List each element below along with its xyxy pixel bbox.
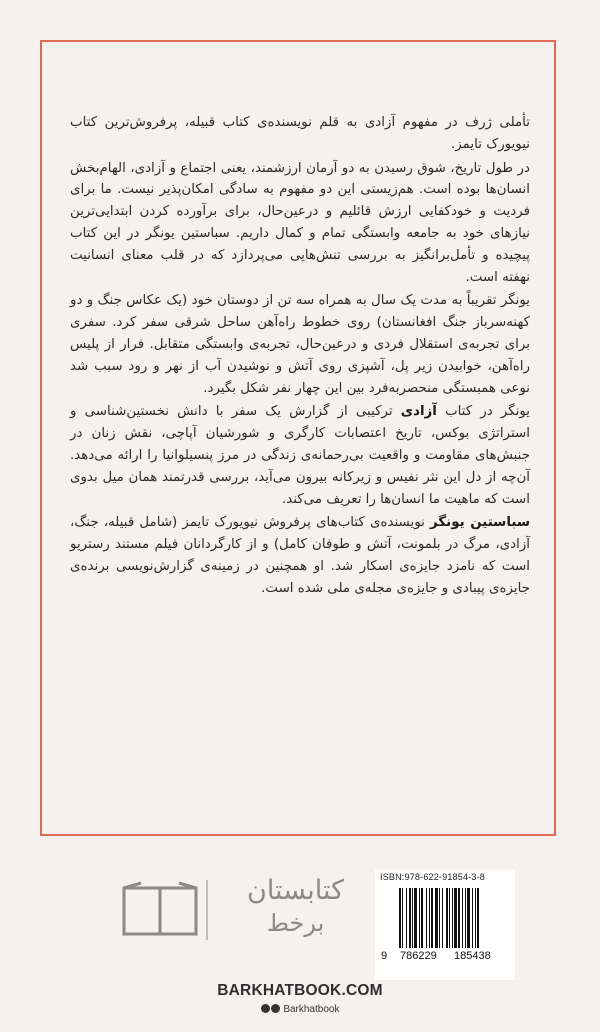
barcode-digit-first: 9: [381, 950, 388, 962]
barcode-bar: [421, 888, 423, 948]
blurb-text: [70, 112, 530, 602]
instagram-icon: [261, 1004, 270, 1013]
barcode-bar: [431, 888, 433, 948]
barcode-bar: [449, 888, 450, 948]
barcode-bar: [419, 888, 420, 948]
book-title: آزادی: [400, 404, 437, 420]
barcode-bar: [475, 888, 476, 948]
website-url: BARKHATBOOK.COM: [217, 982, 383, 999]
publisher-name-line1: کتابستان: [246, 875, 345, 906]
publisher-name-line2: برخط: [266, 909, 325, 937]
barcode-digits-group1: 786229: [400, 950, 437, 962]
barcode: [397, 888, 509, 948]
telegram-icon: [271, 1004, 280, 1013]
publisher-logo: [218, 874, 373, 944]
author-name: سباستین یونگر: [430, 515, 531, 531]
barcode-bar: [399, 888, 401, 948]
barcode-bar: [465, 888, 466, 948]
isbn-label: ISBN:978-622-91854-3-8: [380, 872, 485, 882]
blurb-paragraph-journey: یونگر تقریباً به مدت یک سال به همراه سه تن از دوستان خود (یک عکاس جنگ و دو کهنه‌سرباز جنگ افغانستان) روی خطوط راه‌آهن ساحل شرقی سفر کرد. سفری برای تجربه‌ی استقلال فردی و درعین‌حال، تجربه‌ی وابستگی متقابل. فرار از پلیس راه‌آهن، خوابیدن زیر پل، آشپزی روی آتش و نوشیدن آب از نهر و رود سبب شد نوعی همبستگی منحصربه‌فرد بین این چهار نفر شکل بگیرد.: [70, 293, 530, 396]
barcode-bar: [412, 888, 413, 948]
social-handle-text: Barkhatbook: [283, 1004, 340, 1015]
barcode-bar: [429, 888, 430, 948]
barcode-bar: [472, 888, 473, 948]
barcode-bar: [462, 888, 463, 948]
barcode-bar: [406, 888, 407, 948]
barcode-bar: [452, 888, 453, 948]
logo-divider: [206, 880, 208, 940]
blurb-paragraph-history: در طول تاریخ، شوق رسیدن به دو آرمان ارزشمند، یعنی اجتماع و آزادی، الهام‌بخش انسان‌ها بوده است. هم‌زیستی این دو مفهوم به سادگی امکان‌پذیر نیست. ما برای فردیت و خودکفایی ارزش قائلیم و درعین‌حال، برای برآورده کردن ابتدایی‌ترین نیازهای خود به جامعه وابستگی تمام و کمال داریم. سباستین یونگر در این کتاب پیچیده و تأمل‌برانگیز به بررسی تنش‌هایی می‌پردازد که در قلب معنای انسانیت نهفته است.: [70, 160, 530, 285]
barcode-bar: [402, 888, 403, 948]
barcode-bar: [467, 888, 470, 948]
blurb-paragraph-book: یونگر در کتاب آزادی ترکیبی از گزارش یک سفر با دانش نخستین‌شناسی و استراتژی بوکس، تاریخ اعتصابات کارگری و شورشیان آپاچی، نقش زنان در جنبش‌های مقاومت و واقعیت بی‌رحمانه‌ی زندگی در مرز پنسیلوانیا را ارائه می‌دهد. آن‌چه از دل این نثر نفیس و زیرکانه بیرون می‌آید، بررسی قدرتمند همان میل بدوی است که ماهیت ما انسان‌ها را تعریف می‌کند.: [70, 404, 530, 507]
blurb-intro: تأملی ژرف در مفهوم آزادی به قلم نویسنده‌ی کتاب قبیله، پرفروش‌ترین کتاب نیویورک تایمز.: [70, 115, 530, 152]
social-handle: [0, 1004, 600, 1015]
barcode-bar: [426, 888, 427, 948]
barcode-bar: [414, 888, 417, 948]
barcode-bar: [435, 888, 438, 948]
barcode-bar: [458, 888, 460, 948]
barcode-bar: [477, 888, 479, 948]
barcode-bar: [439, 888, 440, 948]
barcode-bar: [454, 888, 457, 948]
author-bio: سباستین یونگر نویسنده‌ی کتاب‌های پرفروش نیویورک تایمز (شامل قبیله، جنگ، آزادی، مرگ در بلمونت، آتش و طوفان کامل) و از کارگردانان فیلم مستند رستریو است که نامزد جایزه‌ی اسکار شد. او همچنین در زمینه‌ی گزارش‌نویسی برنده‌ی جایزه‌ی پیبادی و جایزه‌ی مجله‌ی ملی شده است.: [70, 515, 531, 596]
barcode-bar: [446, 888, 448, 948]
barcode-bar: [442, 888, 443, 948]
book-icon: [121, 880, 199, 938]
barcode-digits-group2: 185438: [454, 950, 491, 962]
barcode-bar: [409, 888, 411, 948]
